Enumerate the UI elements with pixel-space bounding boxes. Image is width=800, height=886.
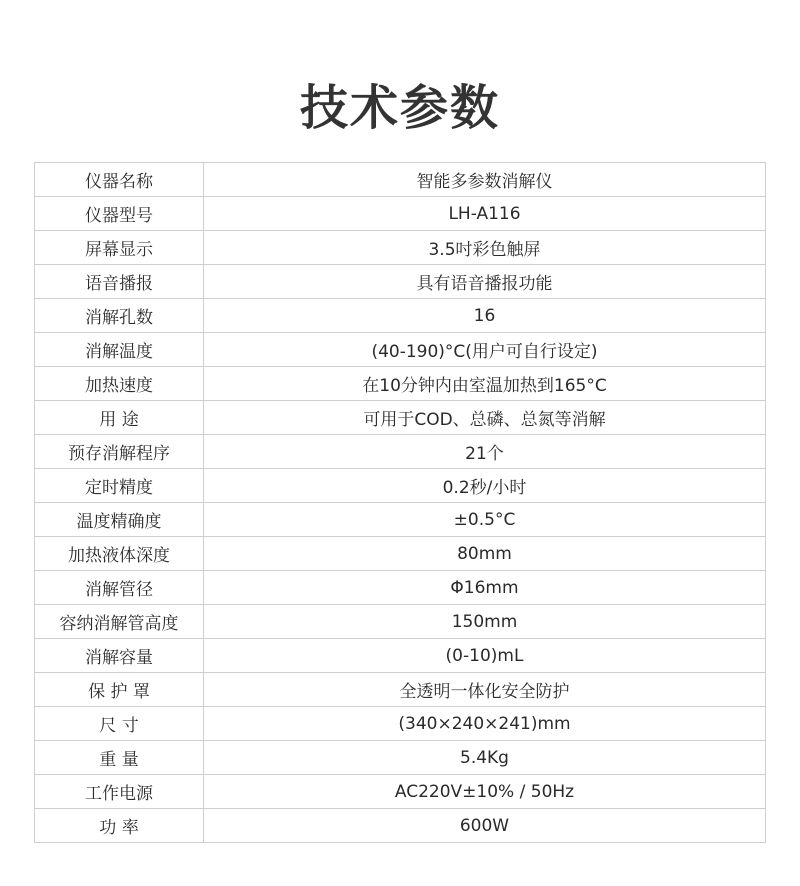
row-value: 在10分钟内由室温加热到165°C xyxy=(204,367,766,401)
row-label: 容纳消解管高度 xyxy=(35,605,204,639)
row-value: (40-190)°C(用户可自行设定) xyxy=(204,333,766,367)
row-value: (0-10)mL xyxy=(204,639,766,673)
table-row xyxy=(35,231,766,265)
row-value: 0.2秒/小时 xyxy=(204,469,766,503)
row-value: 80mm xyxy=(204,537,766,571)
table-row xyxy=(35,775,766,809)
row-label: 温度精确度 xyxy=(35,503,204,537)
row-label: 仪器型号 xyxy=(35,197,204,231)
row-value: 3.5吋彩色触屏 xyxy=(204,231,766,265)
row-label: 重 量 xyxy=(35,741,204,775)
row-label: 用 途 xyxy=(35,401,204,435)
row-value: 600W xyxy=(204,809,766,843)
row-label: 仪器名称 xyxy=(35,163,204,197)
row-value: 150mm xyxy=(204,605,766,639)
table-row xyxy=(35,503,766,537)
row-label: 定时精度 xyxy=(35,469,204,503)
row-value: 5.4Kg xyxy=(204,741,766,775)
row-label: 语音播报 xyxy=(35,265,204,299)
row-value: ±0.5°C xyxy=(204,503,766,537)
row-label: 消解孔数 xyxy=(35,299,204,333)
page-title: 技术参数 xyxy=(299,80,500,136)
row-label: 加热速度 xyxy=(35,367,204,401)
table-row xyxy=(35,809,766,843)
table-row xyxy=(35,639,766,673)
table-row xyxy=(35,707,766,741)
table-row xyxy=(35,163,766,197)
row-value: LH-A116 xyxy=(204,197,766,231)
row-label: 保 护 罩 xyxy=(35,673,204,707)
row-label: 屏幕显示 xyxy=(35,231,204,265)
table-row xyxy=(35,435,766,469)
row-value: 全透明一体化安全防护 xyxy=(204,673,766,707)
row-label: 工作电源 xyxy=(35,775,204,809)
table-row xyxy=(35,537,766,571)
table-row xyxy=(35,367,766,401)
row-value: 具有语音播报功能 xyxy=(204,265,766,299)
table-row xyxy=(35,469,766,503)
table-row xyxy=(35,605,766,639)
row-label: 预存消解程序 xyxy=(35,435,204,469)
row-value: 智能多参数消解仪 xyxy=(204,163,766,197)
row-value: Φ16mm xyxy=(204,571,766,605)
row-label: 消解温度 xyxy=(35,333,204,367)
table-row xyxy=(35,299,766,333)
table-row xyxy=(35,673,766,707)
row-label: 消解管径 xyxy=(35,571,204,605)
row-value: AC220V±10% / 50Hz xyxy=(204,775,766,809)
table-row xyxy=(35,333,766,367)
spec-table xyxy=(34,162,766,843)
row-value: 21个 xyxy=(204,435,766,469)
table-row xyxy=(35,741,766,775)
row-value: 16 xyxy=(204,299,766,333)
table-row xyxy=(35,401,766,435)
row-label: 功 率 xyxy=(35,809,204,843)
row-label: 尺 寸 xyxy=(35,707,204,741)
spec-table-body xyxy=(35,163,766,843)
table-row xyxy=(35,197,766,231)
table-row xyxy=(35,571,766,605)
row-value: (340×240×241)mm xyxy=(204,707,766,741)
row-value: 可用于COD、总磷、总氮等消解 xyxy=(204,401,766,435)
row-label: 消解容量 xyxy=(35,639,204,673)
row-label: 加热液体深度 xyxy=(35,537,204,571)
table-row xyxy=(35,265,766,299)
